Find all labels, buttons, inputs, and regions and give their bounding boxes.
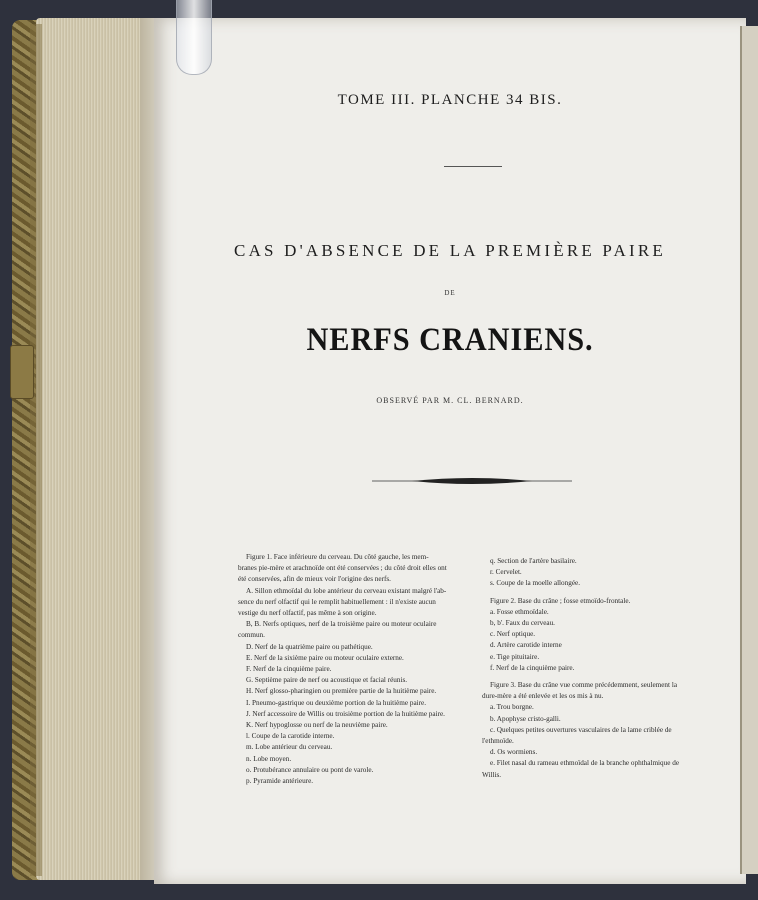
legend-right-column xyxy=(482,556,696,781)
legend-line: commun. xyxy=(238,631,265,640)
legend-line: Willis. xyxy=(482,770,502,779)
legend-line: G. Septième paire de nerf ou acoustique et facial réunis. xyxy=(246,676,408,685)
ornament-divider xyxy=(372,474,572,488)
legend-line: f. Nerf de la cinquième paire. xyxy=(490,663,575,672)
main-title: NERFS CRANIENS. xyxy=(306,322,594,358)
facing-page-edge xyxy=(740,26,758,874)
title-line-2: DE xyxy=(444,289,456,297)
legend-line: Figure 3. Base du crâne vue comme précédemment, seulement la xyxy=(490,681,678,690)
legend-line: K. Nerf hypoglosse ou nerf de la neuvième paire. xyxy=(246,721,388,730)
legend-line: d. Os wormiens. xyxy=(490,748,538,757)
legend-line: été conservées, afin de mieux voir l'origine des nerfs. xyxy=(238,575,391,584)
legend-line: a. Fosse ethmoïdale. xyxy=(490,607,549,616)
legend-line: Figure 2. Base du crâne ; fosse etmoïdo-frontale. xyxy=(490,596,631,605)
legend-line: vestige du nerf olfactif, pas même à son origine. xyxy=(238,609,377,618)
legend-line: Figure 1. Face inférieure du cerveau. Du côté gauche, les mem- xyxy=(246,553,429,561)
bookmark-tab xyxy=(10,345,34,399)
legend-line: e. Filet nasal du rameau ethmoïdal de la branche ophthalmique de xyxy=(490,759,680,768)
legend-line: sence du nerf olfactif qui le remplit habituellement : il n'existe aucun xyxy=(238,597,436,606)
legend-line: b, b'. Faux du cerveau. xyxy=(490,619,555,628)
legend-line: J. Nerf accessoire de Willis ou troisième portion de la huitième paire. xyxy=(246,709,445,718)
legend-line: F. Nerf de la cinquième paire. xyxy=(246,665,332,674)
legend-line: B, B. Nerfs optiques, nerf de la troisième paire ou moteur oculaire xyxy=(246,620,437,629)
cover-edge xyxy=(30,24,42,876)
legend-line: D. Nerf de la quatrième paire ou pathétique. xyxy=(246,642,373,651)
legend-line: p. Pyramide antérieure. xyxy=(246,777,314,786)
legend-left-column xyxy=(238,552,462,787)
legend-line: e. Tige pituitaire. xyxy=(490,652,540,661)
legend-line: branes pie-mère et arachnoïde ont été conservées ; du côté droit elles ont xyxy=(238,564,447,573)
legend-line: dure-mère a été enlevée et les os mis à nu. xyxy=(482,692,604,701)
legend-line: I. Pneumo-gastrique ou deuxième portion de la huitième paire. xyxy=(246,698,427,707)
legend-line: b. Apophyse cristo-galli. xyxy=(490,714,561,723)
legend-line: a. Trou borgne. xyxy=(490,703,534,712)
plate-heading: TOME III. PLANCHE 34 BIS. xyxy=(337,92,563,108)
legend-line: l. Coupe de la carotide interne. xyxy=(246,732,335,741)
legend-line: l'ethmoïde. xyxy=(482,737,514,746)
legend-line: c. Nerf optique. xyxy=(490,630,536,639)
legend-line: o. Protubérance annulaire ou pont de varole. xyxy=(246,765,374,774)
legend-line: r. Cervelet. xyxy=(490,568,522,577)
legend-line: E. Nerf de la sixième paire ou moteur oculaire externe. xyxy=(246,653,404,662)
legend-line: A. Sillon ethmoïdal du lobe antérieur du cerveau existant malgré l'ab- xyxy=(246,586,447,595)
observer-credit: OBSERVÉ PAR M. CL. BERNARD. xyxy=(376,396,524,405)
legend-line: c. Quelques petites ouvertures vasculaires de la lame criblée de xyxy=(490,725,672,734)
legend-line: H. Nerf glosso-pharingien ou première partie de la huitième paire. xyxy=(246,687,437,696)
legend-line: d. Artère carotide interne xyxy=(490,641,562,650)
legend-line: q. Section de l'artère basilaire. xyxy=(490,557,577,565)
title-line-1: CAS D'ABSENCE DE LA PREMIÈRE PAIRE xyxy=(234,241,666,260)
legend-line: s. Coupe de la moelle allongée. xyxy=(490,579,581,588)
divider-rule xyxy=(444,166,502,167)
legend-line: n. Lobe moyen. xyxy=(246,754,292,763)
legend-line: m. Lobe antérieur du cerveau. xyxy=(246,743,333,752)
page-clip xyxy=(176,0,212,75)
